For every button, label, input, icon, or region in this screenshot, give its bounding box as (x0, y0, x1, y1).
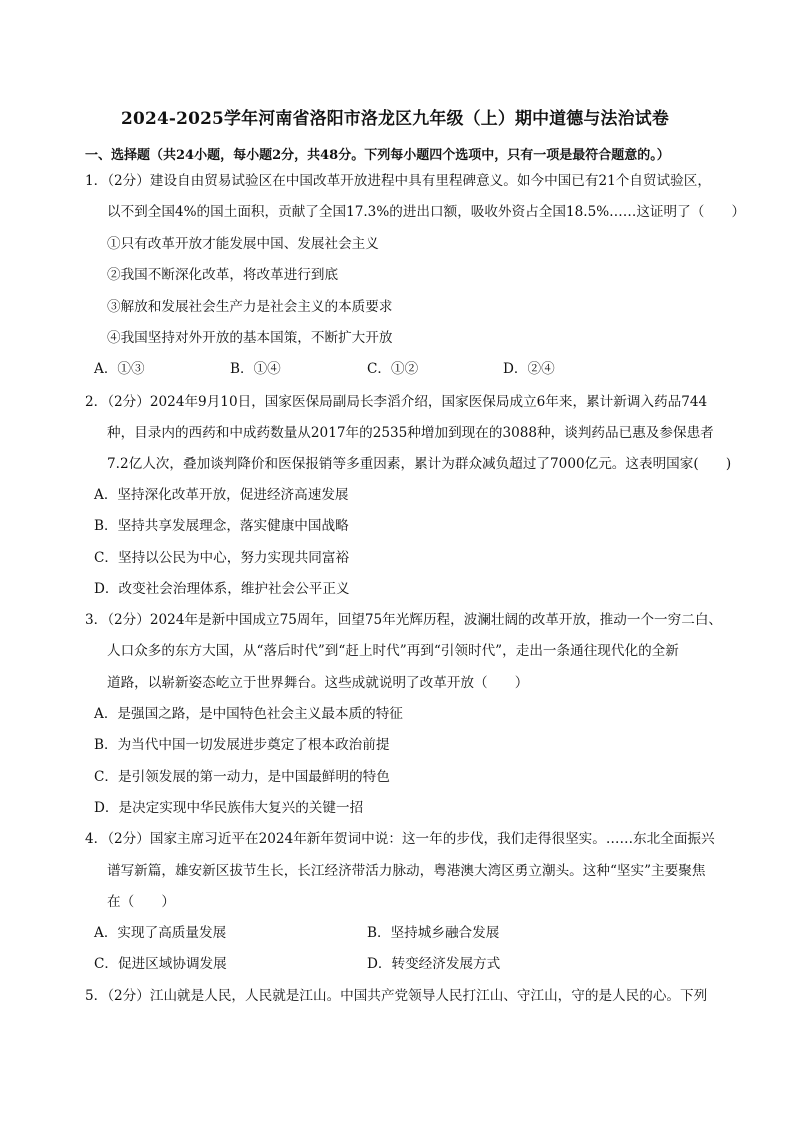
section-header: 一、选择题（共24小题，每小题2分，共48分。下列每小题四个选项中，只有一项是最符合题意的。） (85, 148, 670, 163)
question-3-option-b: B．为当代中国一切发展进步奠定了根本政治前提 (94, 737, 390, 753)
question-2-line: 7.2亿人次，叠加谈判降价和医保报销等多重因素，累计为群众减负超过了7000亿元。这表明国家( ) (107, 456, 732, 472)
question-1-statement: ③解放和发展社会生产力是社会主义的本质要求 (107, 299, 393, 315)
page-title: 2024-2025学年河南省洛阳市洛龙区九年级（上）期中道德与法治试卷 (121, 109, 669, 129)
question-1-option-a: A．①③ (94, 361, 145, 377)
question-4-line: 4．（2分）国家主席习近平在2024年新年贺词中说：这一年的步伐，我们走得很坚实。……东北全面振兴 (85, 831, 715, 847)
question-3-line: 道路，以崭新姿态屹立于世界舞台。这些成就说明了改革开放（ ） (107, 675, 529, 691)
question-1-statement: ②我国不断深化改革，将改革进行到底 (107, 267, 339, 283)
question-1-option-c: C．①② (367, 361, 419, 377)
question-3-option-c: C．是引领发展的第一动力，是中国最鲜明的特色 (94, 769, 390, 785)
question-4-option-b: B．坚持城乡融合发展 (367, 925, 500, 941)
question-1-line: 1．（2分）建设自由贸易试验区在中国改革开放进程中具有里程碑意义。如今中国已有21个自贸试验区， (85, 173, 711, 189)
question-3-line: 人口众多的东方大国，从“落后时代”到“赶上时代”再到“引领时代”，走出一条通往现代化的全新 (107, 643, 679, 659)
question-4-option-a: A．实现了高质量发展 (94, 925, 227, 941)
question-5-line: 5．（2分）江山就是人民，人民就是江山。中国共产党领导人民打江山、守江山，守的是人民的心。下列 (85, 988, 708, 1004)
question-1-statement: ①只有改革开放才能发展中国、发展社会主义 (107, 236, 379, 252)
question-2-option-c: C．坚持以公民为中心，努力实现共同富裕 (94, 550, 350, 566)
question-1-option-d: D．②④ (503, 361, 555, 377)
question-2-option-b: B．坚持共享发展理念，落实健康中国战略 (94, 518, 349, 534)
question-2-line: 2．（2分）2024年9月10日，国家医保局副局长李滔介绍，国家医保局成立6年来，累计新调入药品744 (85, 394, 708, 410)
question-1-line: 以不到全国4%的国土面积，贡献了全国17.3%的进出口额，吸收外资占全国18.5%……这证明了（ ） (107, 204, 746, 220)
question-4-line: 在（ ） (107, 894, 175, 910)
question-4-option-d: D．转变经济发展方式 (367, 956, 501, 972)
question-1-statement: ④我国坚持对外开放的基本国策，不断扩大开放 (107, 330, 393, 346)
question-2-line: 种，目录内的西药和中成药数量从2017年的2535种增加到现在的3088种，谈判药品已惠及参保患者 (107, 425, 714, 441)
question-4-option-c: C．促进区域协调发展 (94, 956, 227, 972)
question-3-line: 3．（2分）2024年是新中国成立75周年，回望75年光辉历程，波澜壮阔的改革开放，推动一个一穷二白、 (85, 612, 723, 628)
question-4-line: 谱写新篇，雄安新区拔节生长，长江经济带活力脉动，粤港澳大湾区勇立潮头。这种“坚实”主要聚焦 (107, 863, 706, 879)
question-2-option-d: D．改变社会治理体系，维护社会公平正义 (94, 581, 350, 597)
question-3-option-d: D．是决定实现中华民族伟大复兴的关键一招 (94, 800, 364, 816)
question-2-option-a: A．坚持深化改革开放，促进经济高速发展 (94, 487, 349, 503)
question-3-option-a: A．是强国之路，是中国特色社会主义最本质的特征 (94, 706, 403, 722)
question-1-option-b: B．①④ (230, 361, 281, 377)
